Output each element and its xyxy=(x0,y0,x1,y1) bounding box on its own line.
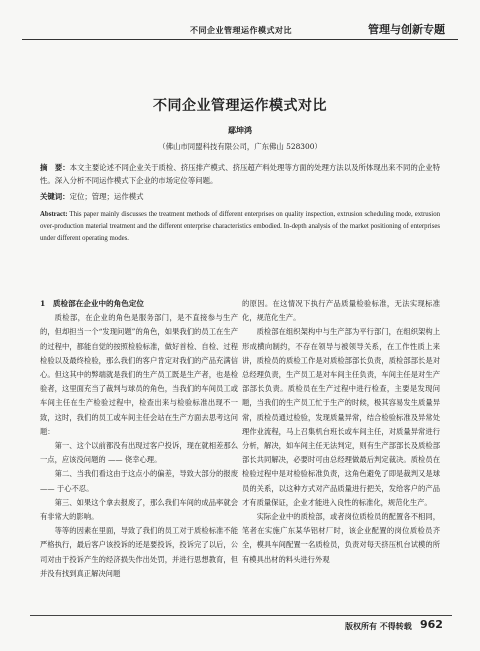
body-paragraph: 实际企业中的质检部，或者岗位质检员的配置各不相同，笔者在实施广东某华铝材厂时，该企业配置的岗位质检员齐全，模具车间配置一名质检员，负责对每天挤压机台试模的所有模具出材的料头进行外观 xyxy=(242,512,440,564)
body-paragraph: 质检部在组织架构中与生产部为平行部门，在组织架构上形成横向制约，不存在领导与被领导关系，在工作性质上来讲，质检员的质检工作是对质检部部长负责，质检部部长是对总经理负责，生产员工是对车间主任负责，车间主任是对生产部部长负责。质检员在生产过程中进行检查，主要是发现问题，当我们的生产员工忙于生产的时候，极其容易发生质量异常，质检员通过检验，发现质量异常，结合检验标准及异常处理作业流程，马上召集机台班长或车间主任，对质量异常进行分析，解决，如车间主任无法判定，则有生产部部长及质检部部长共同解决，必要时可由总经理做最后判定裁决。质检员在检验过程中是对检验标准负责，这角色避免了即是裁判又是球员的关系，以这种方式对产品质量进行把关，发给客户的产品才有质量保证，企业才能进入良性的标准化，规范化生产。 xyxy=(242,327,440,507)
copyright-notice: 版权所有 不得转载 xyxy=(345,621,412,631)
section-label: 管理与创新专题 xyxy=(368,23,445,36)
footer-rule xyxy=(30,615,452,616)
body-paragraph: 第三、如果这个拿去报废了，那么我们车间的成品率就会有非常大的影响。 xyxy=(40,497,238,522)
header-rule xyxy=(22,39,458,40)
body-paragraph: 第二、当我们看这由于这点小的偏差，导致大部分的报废 —— 于心不忍。 xyxy=(40,469,238,493)
page-number: 962 xyxy=(420,618,443,631)
english-abstract xyxy=(40,209,440,245)
body-paragraph: 第一、这个以前都没有出现过客户投诉，现在就相差那么一点，应该没问题的 —— 侥幸心理。 xyxy=(40,441,238,465)
keywords-label: 关键词： xyxy=(40,192,70,201)
right-column xyxy=(242,297,440,567)
author-affiliation: （佛山市同盟科技有限公司，广东佛山 528300） xyxy=(158,142,322,151)
body-paragraph: 质检部，在企业的角色是服务部门，是不直接参与生产的，但却担当一个“发现问题”的角色，如果我们的员工在生产的过程中，都能自觉的按照检验标准，做好首检、自检、过程检验以及最终检验，那么我们的客户肯定对我们的产品充满信心。但这其中的弊端就是我们的生产员工既是生产者，也是检验者，这里面充当了裁判与球员的角色，当我们的车间员工或车间主任在生产检验过程中，检查出来与检验标准出现不一致，这时，我们的员工或车间主任会站在生产方面去思考这问题： xyxy=(40,313,238,436)
section-heading: 1 质检部在企业中的角色定位 xyxy=(40,299,145,308)
left-column xyxy=(40,297,238,581)
abstract-en-text: This paper mainly discusses the treatment methods of different enterprises on quality inspection, extrusion scheduling mode, extrusion over-production material treatment and the different enterprise characteristics embodied. In-depth analysis of the market positioning of enterprises under different operating modes. xyxy=(40,211,440,242)
keywords xyxy=(40,191,440,202)
article-title: 不同企业管理运作模式对比 xyxy=(153,98,327,114)
author-name: 鄢坤鸿 xyxy=(228,125,252,135)
abstract-label: 摘 要： xyxy=(40,163,70,172)
running-title: 不同企业管理运作模式对比 xyxy=(190,25,292,35)
chinese-abstract xyxy=(40,161,440,187)
abstract-text: 本文主要论述不同企业关于质检、挤压排产模式、挤压超产料处理等方面的处理方法以及所体现出来不同的企业特性。深入分析不同运作模式下企业的市场定位等问题。 xyxy=(40,163,440,185)
keywords-text: 定位；管理；运作模式 xyxy=(69,192,144,201)
body-paragraph: 的原因。在这情况下执行产品质量检验标准，无法实现标准化，规范化生产。 xyxy=(242,299,440,323)
abstract-en-label: Abstract: xyxy=(40,211,68,218)
body-paragraph: 等等的因素在里面，导致了我们的员工对于质检标准不能严格执行，最后客户该投诉的还是要投诉，投诉完了以后，公司对由于投诉产生的经济损失作出处罚，并进行思想教育，但并没有找到真正解决问题 xyxy=(40,526,238,578)
